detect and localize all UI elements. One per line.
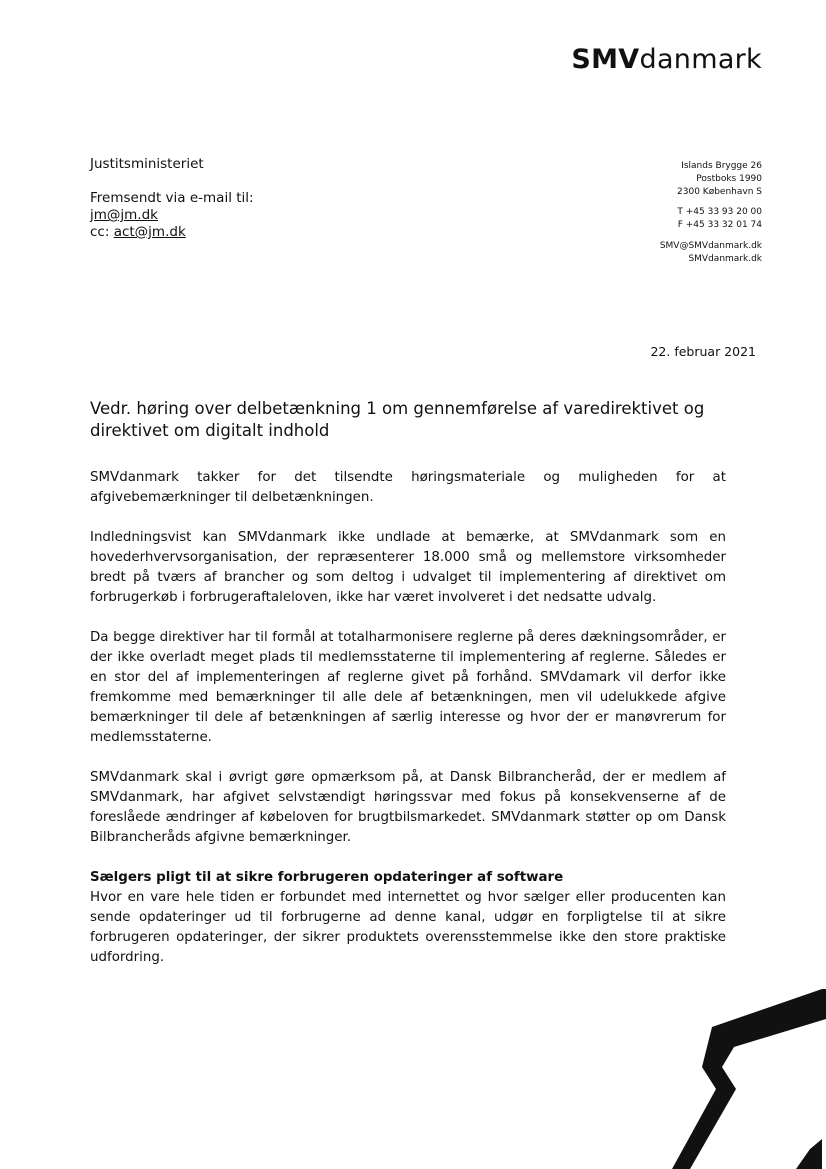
cc-email-link[interactable]: act@jm.dk <box>113 224 186 240</box>
logo-regular-text: danmark <box>639 44 762 75</box>
logo-bold-text: SMV <box>571 44 640 75</box>
recipient-name: Justitsministeriet <box>90 156 204 172</box>
address-web: SMVdanmark.dk <box>688 253 762 264</box>
section-paragraph: Hvor en vare hele tiden er forbundet med internettet og hvor sælger eller producenten kan sende opdateringer ud til forbrugerne ad denne kanal, udgør en forpligtelse til at sikre forbrugeren opdateringer, der sikrer produktets overensstemmelse ikke den store praktiske udfordring. <box>90 890 726 965</box>
section-heading: Sælgers pligt til at sikre forbrugeren opdateringer af software <box>90 870 564 885</box>
paragraph: SMVdanmark takker for det tilsendte høringsmateriale og muligheden for at afgivebemærkninger til delbetænkningen. <box>90 470 726 505</box>
paragraph: Indledningsvist kan SMVdanmark ikke undlade at bemærke, at SMVdanmark som en hovederhvervsorganisation, der repræsenterer 18.000 små og mellemstore virksomheder bredt på tværs af brancher og som deltog i udvalget til implementering af direktivet om forbrugerkøb i forbrugeraftaleloven, ikke har været involveret i det nedsatte udvalg. <box>90 530 726 605</box>
address-street: Islands Brygge 26 <box>681 161 762 171</box>
letter-title: Vedr. høring over delbetænkning 1 om gennemførelse af varedirektivet og direktivet om digitalt indhold <box>90 399 705 440</box>
cc-label: cc: <box>90 224 114 240</box>
spacer <box>90 173 254 190</box>
address-phone: T +45 33 93 20 00 <box>677 207 762 218</box>
sent-via-label: Fremsendt via e-mail til: <box>90 190 254 206</box>
address-city: 2300 København S <box>677 186 762 197</box>
paragraph: SMVdanmark skal i øvrigt gøre opmærksom på, at Dansk Bilbrancheråd, der er medlem af SMVdanmark, har afgivet selvstændigt høringssvar med fokus på konsekvenserne af de foreslåede ændringer af købeloven for brugtbilsmarkedet. SMVdanmark støtter op om Dansk Bilbrancheråds afgivne bemærkninger. <box>90 770 726 845</box>
recipient-block <box>90 156 254 241</box>
paragraph: Da begge direktiver har til formål at totalharmonisere reglerne på deres dækningsområder, er der ikke overladt meget plads til medlemsstaterne til implementering af reglerne. Således er en stor del af implementeringen af reglerne givet på forhånd. SMVdamark vil derfor ikke fremkomme med bemærkninger til alle dele af betænkningen, men vil udelukkede afgive bemærkninger til dele af betænkningen af særlig interesse og hvor der er manøvrerum for medlemsstaterne. <box>90 630 726 745</box>
corner-graphic <box>626 989 826 1169</box>
sender-address-block <box>660 160 762 266</box>
letter-date: 22. februar 2021 <box>650 344 756 359</box>
letter-body <box>90 468 726 988</box>
recipient-email-link[interactable]: jm@jm.dk <box>90 207 158 223</box>
company-logo <box>571 44 762 75</box>
address-fax: F +45 33 32 01 74 <box>677 220 762 231</box>
address-email: SMV@SMVdanmark.dk <box>659 240 762 251</box>
address-postbox: Postboks 1990 <box>696 173 762 184</box>
